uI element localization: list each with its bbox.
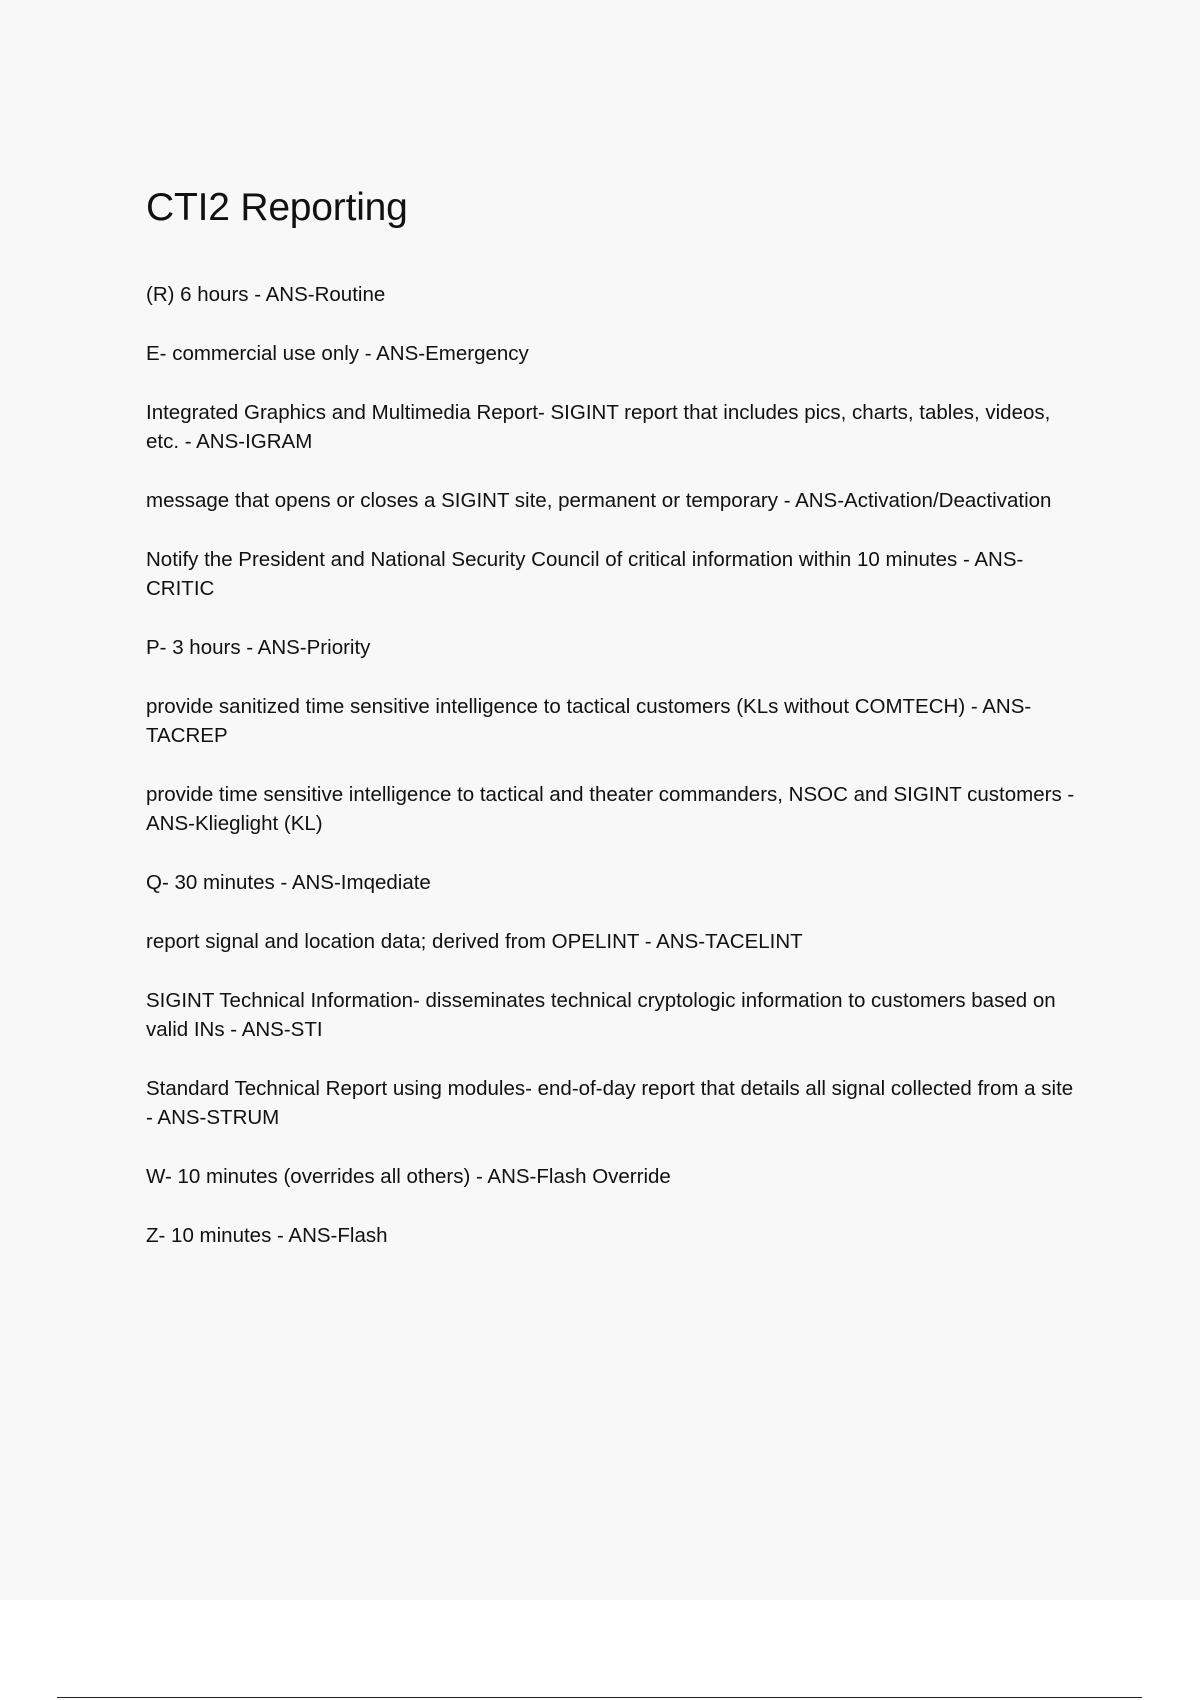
list-item: Z- 10 minutes - ANS-Flash [146, 1224, 388, 1247]
list-item: report signal and location data; derived from OPELINT - ANS-TACELINT [146, 930, 803, 953]
list-item: provide time sensitive intelligence to tactical and theater commanders, NSOC and SIGINT customers - ANS-Klieglight (KL) [146, 783, 1075, 835]
list-item: W- 10 minutes (overrides all others) - ANS-Flash Override [146, 1165, 671, 1188]
list-item: Standard Technical Report using modules- end-of-day report that details all signal collected from a site - ANS-STRUM [146, 1077, 1074, 1129]
list-item: Notify the President and National Security Council of critical information within 10 minutes - ANS-CRITIC [146, 548, 1024, 600]
list-item: E- commercial use only - ANS-Emergency [146, 342, 529, 365]
footer-divider [57, 1697, 1142, 1698]
list-item: P- 3 hours - ANS-Priority [146, 636, 371, 659]
list-item: provide sanitized time sensitive intelligence to tactical customers (KLs without COMTECH) - ANS-TACREP [146, 695, 1032, 747]
page-title: CTI2 Reporting [146, 186, 408, 229]
entry-list [146, 280, 1076, 1280]
list-item: Q- 30 minutes - ANS-Imqediate [146, 871, 431, 894]
list-item: message that opens or closes a SIGINT site, permanent or temporary - ANS-Activation/Deactivation [146, 489, 1052, 512]
list-item: Integrated Graphics and Multimedia Report- SIGINT report that includes pics, charts, tables, videos, etc. - ANS-IGRAM [146, 401, 1051, 453]
list-item: (R) 6 hours - ANS-Routine [146, 283, 386, 306]
list-item: SIGINT Technical Information- disseminates technical cryptologic information to customers based on valid INs - ANS-STI [146, 989, 1056, 1041]
